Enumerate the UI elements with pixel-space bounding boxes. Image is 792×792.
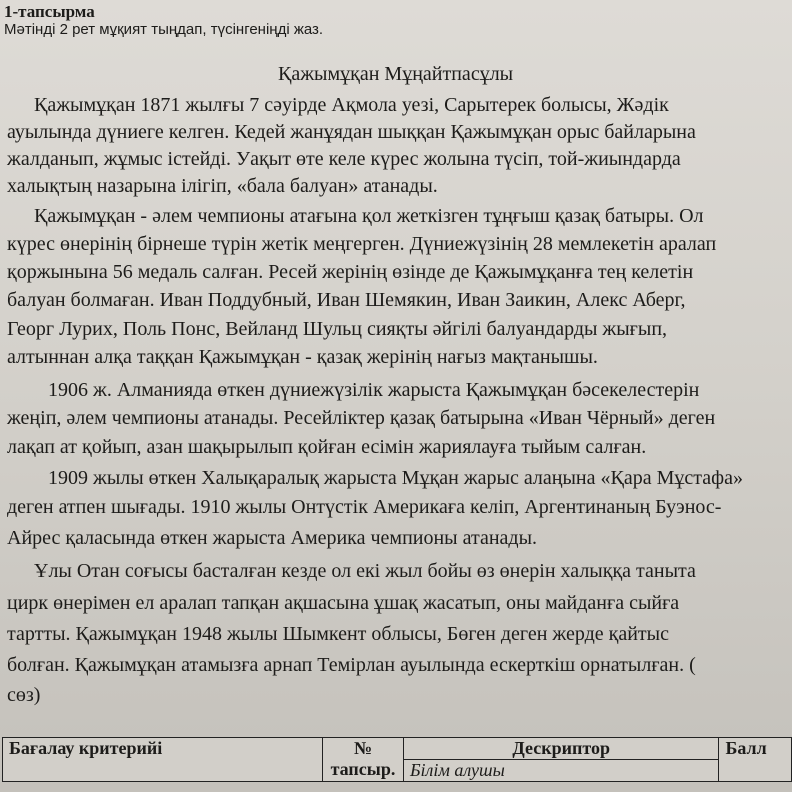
task-number-header — [323, 738, 404, 782]
text-line: Қажымұқан 1871 жылғы 7 сәуірде Ақмола уезі, Сарытерек болысы, Жәдік — [34, 94, 669, 116]
text-title: Қажымұқан Мұңайтпасұлы — [278, 63, 514, 85]
text-line: тартты. Қажымұқан 1948 жылы Шымкент облысы, Бөген деген жерде қайтыс — [7, 623, 669, 645]
text-line: жалданып, жұмыс істейді. Уақыт өте келе күрес жолына түсіп, той-жиындарда — [7, 148, 681, 170]
text-line: алтыннан алқа таққан Қажымұқан - қазақ жерінің нағыз мақтанышы. — [7, 346, 598, 368]
text-line: қоржынына 56 медаль салған. Ресей жерінің өзінде де Қажымұқанға тең келетін — [7, 261, 694, 283]
text-line: жеңіп, әлем чемпионы атанады. Ресейліктер қазақ батырына «Иван Чёрный» деген — [7, 407, 716, 429]
text-line: болған. Қажымұқан атамызға арнап Темірлан ауылында ескерткіш орнатылған. ( — [7, 654, 696, 676]
text-line: Георг Лурих, Поль Понс, Вейланд Шульц сияқты әйгілі балуандарды жығып, — [7, 318, 668, 340]
table-header-row — [3, 738, 792, 782]
text-line: деген атпен шығады. 1910 жылы Онтүстік Америкаға келіп, Аргентинаның Буэнос- — [7, 496, 722, 518]
text-line: 1906 ж. Алманияда өткен дүниежүзілік жарыста Қажымұқан бәсекелестерін — [48, 379, 700, 401]
text-line: балуан болмаған. Иван Поддубный, Иван Шемякин, Иван Заикин, Алекс Аберг, — [7, 289, 686, 311]
number-label: тапсыр. — [330, 759, 396, 779]
text-line: лақап ат қойып, азан шақырылып қойған есімін жариялауға тыйым салған. — [7, 436, 647, 458]
task-title: 1-тапсырма — [4, 2, 95, 21]
descriptor-header — [403, 738, 719, 782]
text-line: Ұлы Отан соғысы басталған кезде ол екі жыл бойы өз өнерін халыққа таныта — [34, 560, 696, 582]
text-line: сөз) — [7, 684, 41, 706]
descriptor-subheader: Білім алушы — [404, 759, 719, 781]
criteria-header: Бағалау критерийі — [3, 738, 323, 782]
text-line: цирк өнерімен ел аралап тапқан ақшасына ұшақ жасатып, оны майданға сыйға — [7, 592, 680, 614]
descriptor-title: Дескриптор — [512, 738, 610, 758]
score-header: Балл — [719, 738, 792, 782]
text-line: халықтың назарына ілігіп, «бала балуан» атанады. — [7, 175, 438, 197]
text-line: Қажымұқан - әлем чемпионы атағына қол жеткізген тұңғыш қазақ батыры. Ол — [34, 205, 704, 227]
text-line: күрес өнерінің бірнеше түрін жетік меңгерген. Дүниежүзінің 28 мемлекетін аралап — [7, 233, 717, 255]
task-instruction: Мәтінді 2 рет мұқият тыңдап, түсінгеніңді жаз. — [4, 21, 324, 38]
number-symbol: № — [353, 738, 373, 758]
assessment-table — [2, 737, 792, 782]
text-line: 1909 жылы өткен Халықаралық жарыста Мұқан жарыс алаңына «Қара Мұстафа» — [48, 467, 743, 489]
text-line: ауылында дүниеге келген. Кедей жанұядан шыққан Қажымұқан орыс байларына — [7, 121, 696, 143]
text-line: Айрес қаласында өткен жарыста Америка чемпионы атанады. — [7, 527, 538, 549]
